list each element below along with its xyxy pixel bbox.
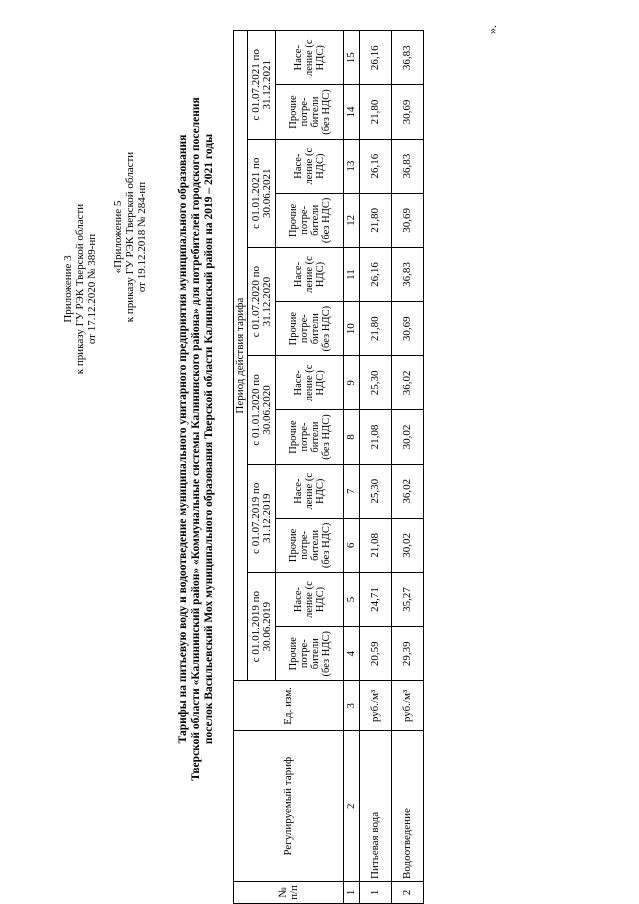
tariff-value: 21,08 [360, 518, 392, 572]
header-unit: Ед. изм. [234, 681, 344, 731]
column-index: 8 [344, 410, 360, 464]
row-tariff-name: Водоотведение [392, 731, 424, 881]
appendix5-block [112, 107, 148, 367]
title-line1: Тарифы на питьевую воду и водоотведение муниципального унитарного предприятия муниципального образования [177, 134, 189, 744]
title-line3: поселок Васильевский Мох муниципального образования Тверской области Калининский район на 2019 – 2021 годы [203, 133, 215, 745]
header-tariff: Регулируемый тариф [234, 731, 344, 881]
tariff-value: 21,80 [360, 193, 392, 247]
row-tariff-name: Питьевая вода [360, 731, 392, 881]
tariff-value: 36,83 [392, 139, 424, 193]
tariff-value: 21,80 [360, 85, 392, 139]
table-row [392, 31, 424, 904]
closing-mark: ». [485, 25, 499, 34]
tariff-value: 20,59 [360, 627, 392, 681]
appendix3-block [62, 174, 98, 404]
subheader-population: Насе-ление (с НДС) [276, 572, 344, 626]
column-index: 3 [344, 681, 360, 731]
appendix3-line3: от 17.12.2020 № 389-нп [86, 233, 98, 345]
appendix3-line1: Приложение 3 [62, 255, 74, 323]
tariff-value: 21,80 [360, 302, 392, 356]
column-index: 11 [344, 247, 360, 301]
subheader-other-consumers: Прочие потре-бители (без НДС) [276, 518, 344, 572]
table-row [360, 31, 392, 904]
column-index: 7 [344, 464, 360, 518]
period-header-2: с 01.07.2019 по 31.12.2019 [248, 464, 276, 572]
tariff-value: 26,16 [360, 247, 392, 301]
subheader-other-consumers: Прочие потре-бители (без НДС) [276, 627, 344, 681]
tariff-value: 24,71 [360, 572, 392, 626]
tariff-value: 36,83 [392, 31, 424, 85]
appendix5-line1: «Приложение 5 [112, 200, 124, 274]
tariff-value: 25,30 [360, 464, 392, 518]
column-index: 14 [344, 85, 360, 139]
column-index: 15 [344, 31, 360, 85]
tariff-value: 36,02 [392, 356, 424, 410]
tariff-value: 35,27 [392, 572, 424, 626]
subheader-other-consumers: Прочие потре-бители (без НДС) [276, 302, 344, 356]
tariff-value: 30,69 [392, 302, 424, 356]
appendix5-line2: к приказу ГУ РЭК Тверской области [124, 151, 136, 323]
subheader-population: Насе-ление (с НДС) [276, 356, 344, 410]
tariff-value: 36,02 [392, 464, 424, 518]
tariff-value: 36,83 [392, 247, 424, 301]
row-number: 2 [392, 881, 424, 903]
column-index: 9 [344, 356, 360, 410]
appendix3-line2: к приказу ГУ РЭК Тверской области [74, 203, 86, 375]
column-index: 12 [344, 193, 360, 247]
row-number: 1 [360, 881, 392, 903]
document-title [177, 44, 216, 834]
subheader-other-consumers: Прочие потре-бители (без НДС) [276, 410, 344, 464]
row-unit: руб./м³ [360, 681, 392, 731]
subheader-population: Насе-ление (с НДС) [276, 31, 344, 85]
period-header-5: с 01.01.2021 по 30.06.2021 [248, 139, 276, 247]
column-index: 6 [344, 518, 360, 572]
column-index: 4 [344, 627, 360, 681]
period-header-6: с 01.07.2021 по 31.12.2021 [248, 31, 276, 140]
tariff-value: 30,69 [392, 85, 424, 139]
tariff-value: 30,02 [392, 518, 424, 572]
header-period: Период действия тарифа [234, 31, 248, 681]
tariff-value: 30,02 [392, 410, 424, 464]
column-index: 5 [344, 572, 360, 626]
subheader-population: Насе-ление (с НДС) [276, 139, 344, 193]
column-index: 1 [344, 881, 360, 903]
title-line2: Тверской области «Калининский район» «Коммунальные системы Калининского района» для потребителей городского поселения [190, 97, 202, 781]
tariff-value: 21,08 [360, 410, 392, 464]
period-header-1: с 01.01.2019 по 30.06.2019 [248, 572, 276, 680]
tariff-value: 26,16 [360, 31, 392, 85]
column-index: 2 [344, 731, 360, 881]
column-index: 10 [344, 302, 360, 356]
period-header-3: с 01.01.2020 по 30.06.2020 [248, 356, 276, 464]
tariff-value: 30,69 [392, 193, 424, 247]
subheader-other-consumers: Прочие потре-бители (без НДС) [276, 85, 344, 139]
period-header-4: с 01.07.2020 по 31.12.2020 [248, 247, 276, 355]
tariff-value: 25,30 [360, 356, 392, 410]
header-num: № п/п [234, 881, 344, 903]
subheader-other-consumers: Прочие потре-бители (без НДС) [276, 193, 344, 247]
appendix5-line3: от 19.12.2018 № 284-нп [136, 181, 148, 293]
tariff-table [233, 30, 424, 904]
subheader-population: Насе-ление (с НДС) [276, 247, 344, 301]
tariff-value: 26,16 [360, 139, 392, 193]
subheader-population: Насе-ление (с НДС) [276, 464, 344, 518]
tariff-value: 29,39 [392, 627, 424, 681]
row-unit: руб./м³ [392, 681, 424, 731]
column-index: 13 [344, 139, 360, 193]
